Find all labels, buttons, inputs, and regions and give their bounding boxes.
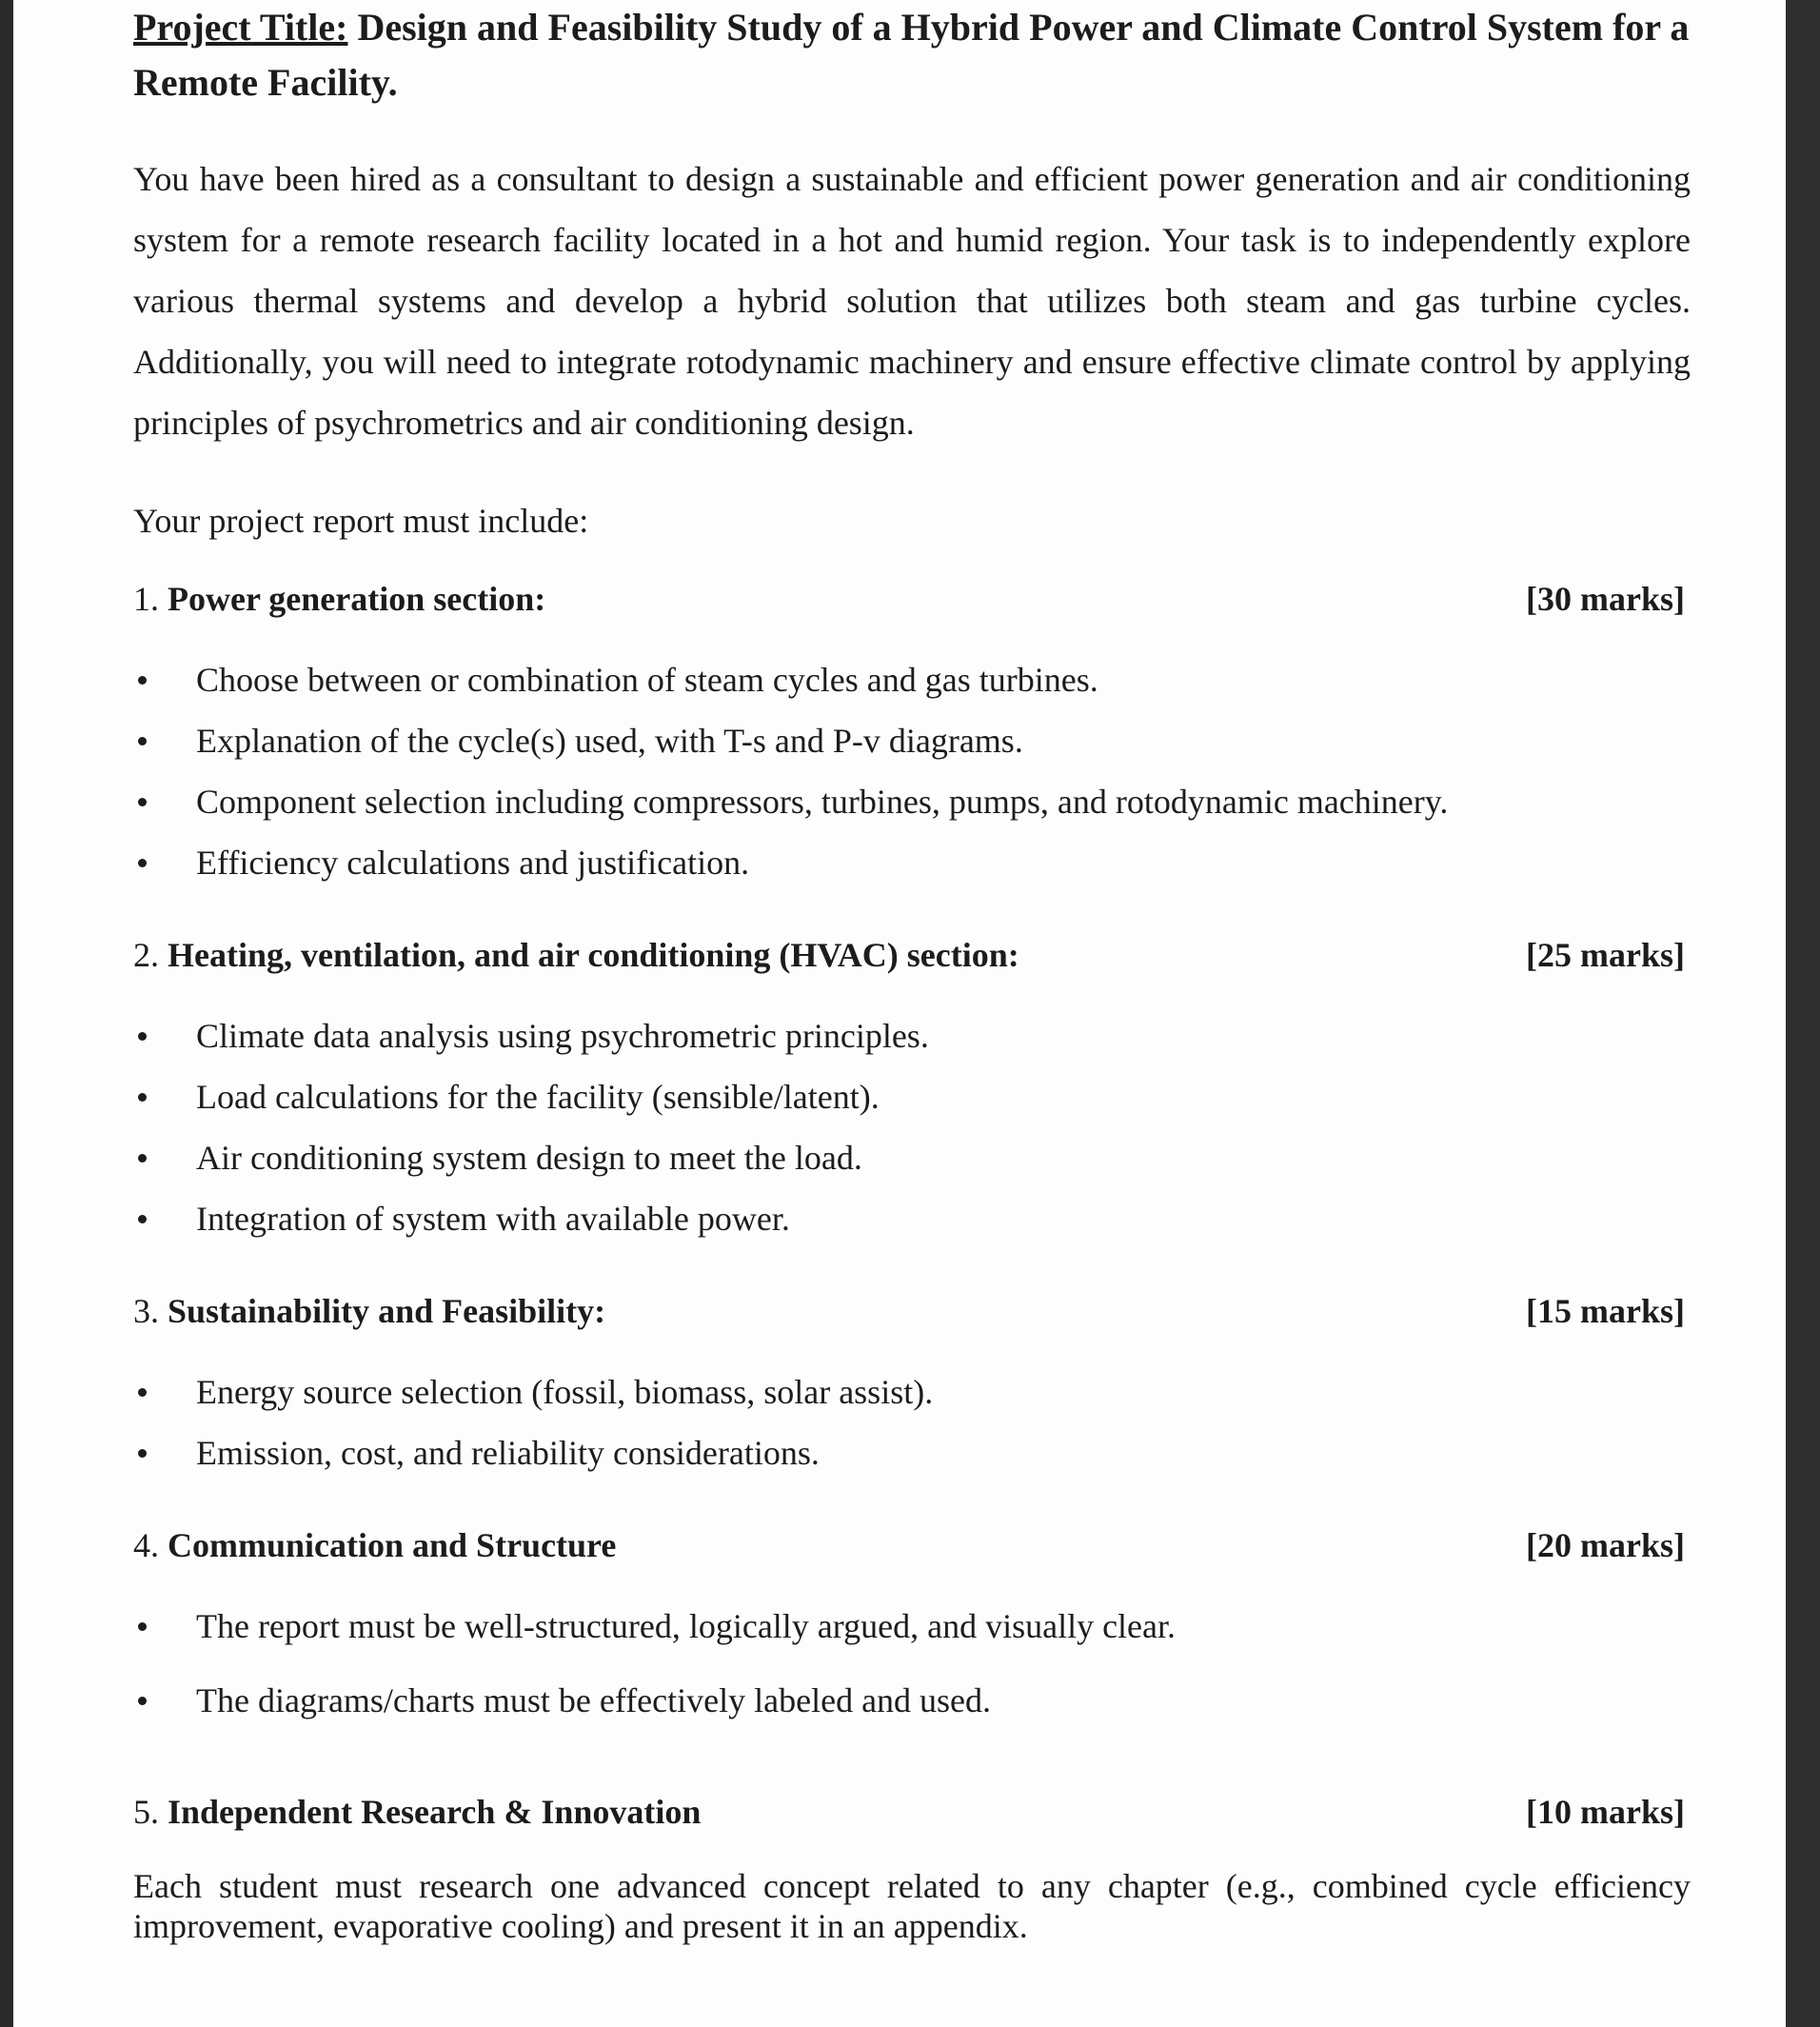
document-page: [13, 0, 1786, 2027]
section-5-heading: [133, 1786, 1691, 1838]
list-item: [133, 1066, 1691, 1127]
list-item-text: Efficiency calculations and justification.: [196, 844, 750, 882]
document-content: [133, 0, 1691, 1946]
list-item: [133, 1188, 1691, 1249]
list-item-text: Emission, cost, and reliability considerations.: [196, 1434, 820, 1472]
section-marks: [10 marks]: [1526, 1793, 1685, 1831]
bullet-icon: [138, 1388, 147, 1397]
list-item: [133, 710, 1691, 771]
list-item: [133, 649, 1691, 710]
project-title-text: Design and Feasibility Study of a Hybrid Power and Climate Control System for a Remote Facility.: [133, 6, 1690, 104]
list-item-text: Component selection including compressors, turbines, pumps, and rotodynamic machinery.: [196, 783, 1449, 821]
section-marks: [25 marks]: [1526, 936, 1685, 974]
bullet-icon: [138, 859, 147, 867]
section-marks: [30 marks]: [1526, 580, 1685, 618]
section-name: Communication and Structure: [168, 1526, 617, 1564]
section-number: 3.: [133, 1292, 159, 1330]
section-3-bullets: [133, 1361, 1691, 1483]
bullet-icon: [138, 676, 147, 685]
list-item-text: Integration of system with available power.: [196, 1200, 790, 1238]
bullet-icon: [138, 798, 147, 806]
project-title-label: Project Title:: [133, 6, 348, 49]
list-item: [133, 1670, 1691, 1731]
report-requirements-lead: Your project report must include:: [133, 502, 589, 540]
left-edge-border: [0, 0, 13, 2027]
list-item-text: Climate data analysis using psychrometric principles.: [196, 1017, 929, 1055]
section-name: Sustainability and Feasibility:: [168, 1292, 606, 1330]
section-number: 2.: [133, 936, 159, 974]
section-3-heading: [133, 1285, 1691, 1337]
section-2-heading: [133, 929, 1691, 981]
project-title: [133, 0, 1691, 110]
list-item: [133, 832, 1691, 893]
list-item: [133, 771, 1691, 832]
section-marks: [15 marks]: [1526, 1292, 1685, 1330]
list-item-text: Air conditioning system design to meet the load.: [196, 1139, 862, 1177]
list-item: [133, 1361, 1691, 1422]
list-item-text: The report must be well-structured, logically argued, and visually clear.: [196, 1607, 1177, 1645]
bullet-icon: [138, 1215, 147, 1223]
section-1-heading: [133, 573, 1691, 625]
list-item-text: Energy source selection (fossil, biomass, solar assist).: [196, 1373, 934, 1411]
section-name: Independent Research & Innovation: [168, 1793, 702, 1831]
section-number: 1.: [133, 580, 159, 618]
list-item-text: Explanation of the cycle(s) used, with T-s and P-v diagrams.: [196, 722, 1023, 760]
bullet-icon: [138, 1449, 147, 1458]
bullet-icon: [138, 1697, 147, 1705]
section-2-bullets: [133, 1005, 1691, 1249]
section-4-heading: [133, 1520, 1691, 1571]
list-item: [133, 1127, 1691, 1188]
section-marks: [20 marks]: [1526, 1526, 1685, 1564]
list-item: [133, 1596, 1691, 1657]
bullet-icon: [138, 1154, 147, 1163]
bullet-icon: [138, 737, 147, 745]
list-item: [133, 1005, 1691, 1066]
right-edge-border: [1786, 0, 1820, 2027]
section-4-bullets: [133, 1596, 1691, 1731]
list-item-text: Load calculations for the facility (sensible/latent).: [196, 1078, 880, 1116]
bullet-icon: [138, 1032, 147, 1041]
list-item: [133, 1422, 1691, 1483]
section-1-bullets: [133, 649, 1691, 893]
bullet-icon: [138, 1093, 147, 1102]
section-number: 4.: [133, 1526, 159, 1564]
section-name: Heating, ventilation, and air conditioning (HVAC) section:: [168, 936, 1019, 974]
section-name: Power generation section:: [168, 580, 546, 618]
section-number: 5.: [133, 1793, 159, 1831]
list-item-text: The diagrams/charts must be effectively labeled and used.: [196, 1681, 992, 1719]
list-item-text: Choose between or combination of steam cycles and gas turbines.: [196, 661, 1098, 699]
bullet-icon: [138, 1622, 147, 1631]
intro-paragraph: You have been hired as a consultant to design a sustainable and efficient power generation and air conditioning system for a remote research facility located in a hot and humid region. Your task is to independently explore various thermal systems and develop a hybrid solution that utilizes both steam and gas turbine cycles. Additionally, you will need to integrate rotodynamic machinery and ensure effective climate control by applying principles of psychrometrics and air conditioning design.: [133, 160, 1691, 442]
section-5-paragraph: Each student must research one advanced concept related to any chapter (e.g., combined cycle efficiency improvement, evaporative cooling) and present it in an appendix.: [133, 1867, 1691, 1945]
